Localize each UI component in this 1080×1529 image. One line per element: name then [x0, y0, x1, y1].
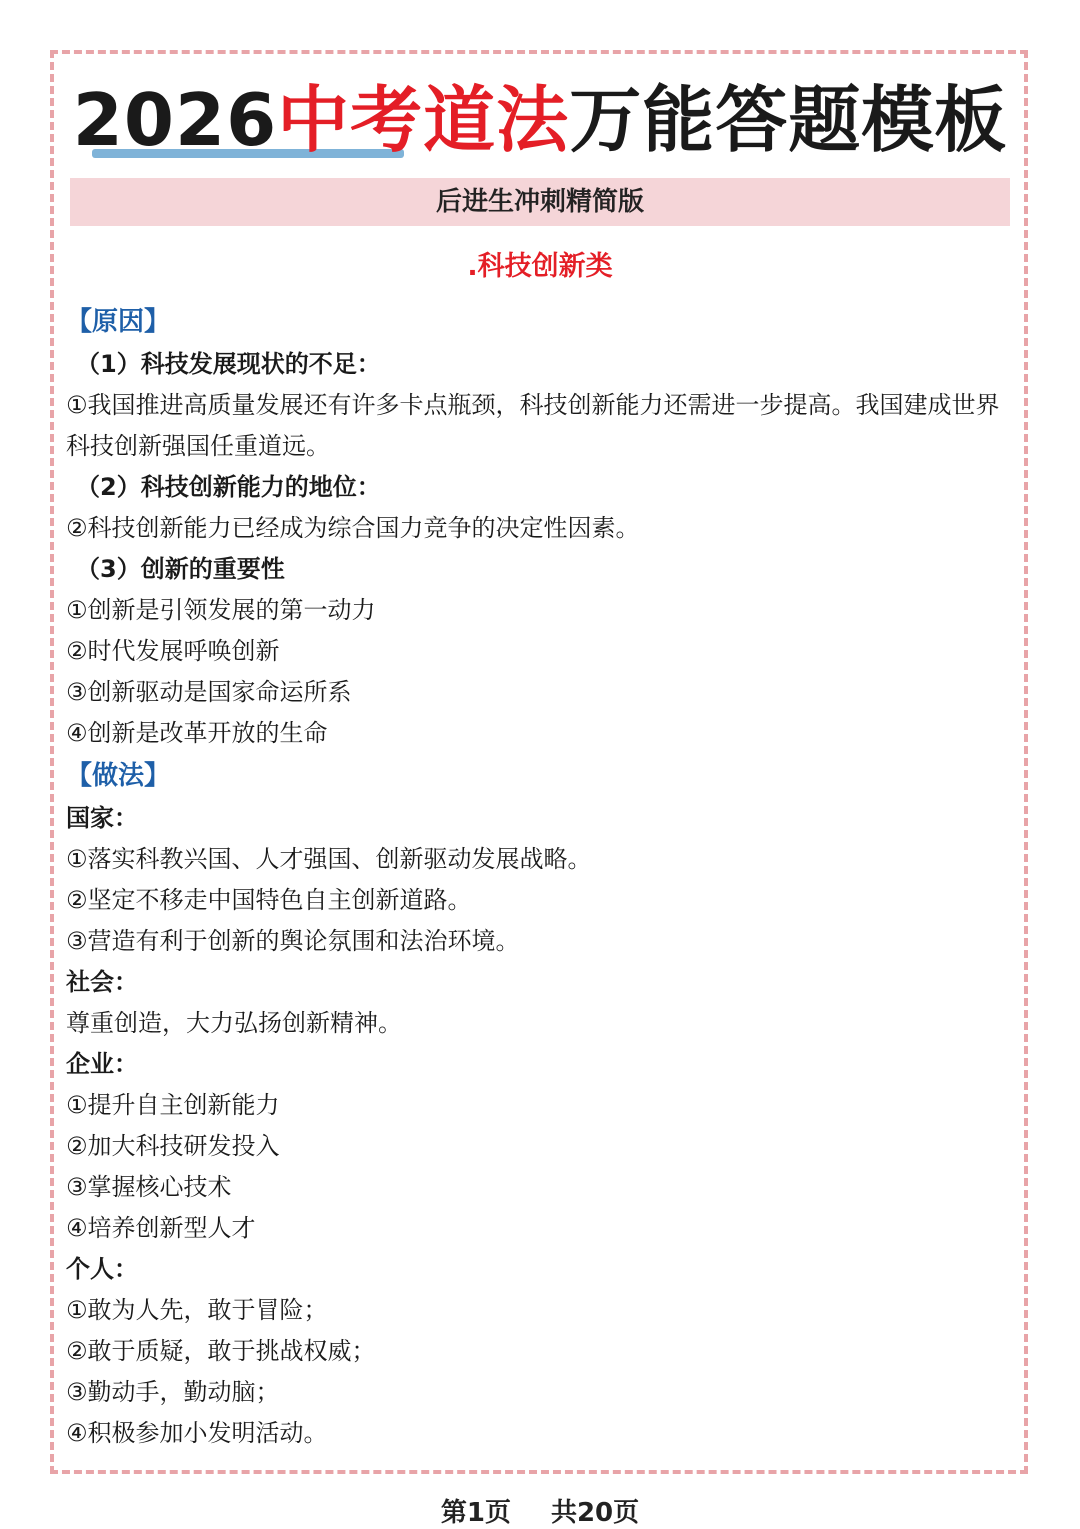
list-item: ③勤动手，勤动脑；	[66, 1378, 280, 1406]
section-header: 【做法】	[66, 761, 171, 791]
page-footer	[0, 1492, 1080, 1529]
page-total: 共20页	[550, 1498, 640, 1528]
group-label: 国家：	[66, 804, 138, 832]
title-highlight: 中考道法	[277, 78, 570, 162]
group-label: 个人：	[66, 1255, 138, 1283]
list-item: ①提升自主创新能力	[66, 1091, 280, 1119]
group-label: 企业：	[66, 1050, 138, 1078]
list-item: ④创新是改革开放的生命	[66, 719, 328, 747]
list-item: ②科技创新能力已经成为综合国力竞争的决定性因素。	[66, 514, 640, 542]
subheading: （2）科技创新能力的地位：	[76, 473, 381, 501]
list-item: ②加大科技研发投入	[66, 1132, 280, 1160]
list-item: ②敢于质疑，敢于挑战权威；	[66, 1337, 376, 1365]
list-item: ③营造有利于创新的舆论氛围和法治环境。	[66, 927, 520, 955]
section-header: 【原因】	[66, 307, 171, 337]
subtitle-band: 后进生冲刺精简版	[70, 178, 1010, 226]
subheading: （3）创新的重要性	[76, 555, 285, 583]
list-item: ①敢为人先，敢于冒险；	[66, 1296, 328, 1324]
paragraph: ①我国推进高质量发展还有许多卡点瓶颈，科技创新能力还需进一步提高。我国建成世界科技创新强国任重道远。	[66, 391, 1000, 460]
page-number: 第1页	[440, 1498, 511, 1528]
title-year: 2026	[72, 78, 278, 162]
subheading: （1）科技发展现状的不足：	[76, 350, 381, 378]
list-item: ①创新是引领发展的第一动力	[66, 596, 376, 624]
list-item: ④培养创新型人才	[66, 1214, 256, 1242]
list-item: ②时代发展呼唤创新	[66, 637, 280, 665]
list-item: ②坚定不移走中国特色自主创新道路。	[66, 886, 472, 914]
list-item: ③创新驱动是国家命运所系	[66, 678, 352, 706]
page-title	[0, 72, 1080, 168]
content-body	[66, 300, 1011, 1454]
list-item: ④积极参加小发明活动。	[66, 1419, 328, 1447]
list-item: ③掌握核心技术	[66, 1173, 232, 1201]
list-item: ①落实科教兴国、人才强国、创新驱动发展战略。	[66, 845, 592, 873]
group-label: 社会：	[66, 968, 138, 996]
title-rest: 万能答题模板	[569, 78, 1008, 162]
section-title: .科技创新类	[467, 251, 613, 282]
list-item: 尊重创造，大力弘扬创新精神。	[66, 1009, 402, 1037]
